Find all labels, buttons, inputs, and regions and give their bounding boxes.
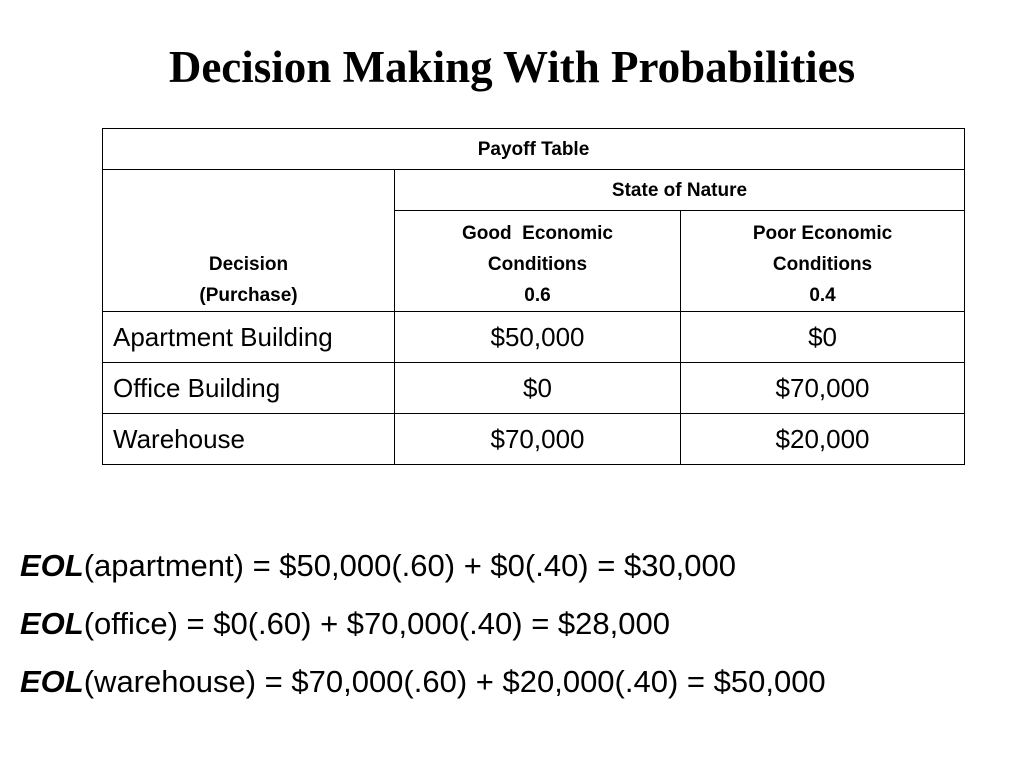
table-caption-row — [103, 129, 965, 170]
eol-line-office — [20, 595, 826, 653]
eol-formula-warehouse: (warehouse) = $70,000(.60) + $20,000(.40) = $50,000 — [83, 664, 826, 699]
state-of-nature-header: State of Nature — [394, 170, 964, 211]
table-row — [103, 363, 965, 414]
eol-line-warehouse — [20, 653, 826, 711]
poor-conditions-line-1: Poor Economic — [752, 223, 893, 244]
good-conditions-line-2: Conditions — [487, 254, 588, 275]
poor-conditions-line-2: Conditions — [772, 254, 873, 275]
row-label-warehouse: Warehouse — [103, 414, 395, 465]
eol-term: EOL — [20, 548, 84, 583]
good-conditions-line-1: Good Economic — [462, 223, 613, 244]
eol-calculations — [20, 537, 826, 711]
warehouse-poor-payoff: $20,000 — [681, 414, 965, 465]
decision-header-line-1: Decision — [208, 254, 289, 275]
table-row — [103, 312, 965, 363]
office-good-payoff: $0 — [394, 363, 680, 414]
good-probability: 0.6 — [524, 285, 551, 306]
eol-formula-apartment: (apartment) = $50,000(.60) + $0(.40) = $30,000 — [83, 548, 737, 583]
good-conditions-header — [394, 211, 680, 312]
payoff-table — [102, 128, 965, 465]
apartment-poor-payoff: $0 — [681, 312, 965, 363]
eol-term: EOL — [20, 664, 84, 699]
eol-term: EOL — [20, 606, 84, 641]
decision-header — [103, 170, 395, 312]
eol-formula-office: (office) = $0(.60) + $70,000(.40) = $28,000 — [83, 606, 670, 641]
decision-header-line-2: (Purchase) — [199, 285, 298, 306]
poor-probability: 0.4 — [809, 285, 836, 306]
table-caption: Payoff Table — [103, 129, 965, 170]
row-label-office: Office Building — [103, 363, 395, 414]
slide-title: Decision Making With Probabilities — [168, 42, 856, 92]
poor-conditions-header — [681, 211, 965, 312]
eol-line-apartment — [20, 537, 826, 595]
row-label-apartment: Apartment Building — [103, 312, 395, 363]
warehouse-good-payoff: $70,000 — [394, 414, 680, 465]
office-poor-payoff: $70,000 — [681, 363, 965, 414]
state-header-row — [103, 170, 965, 211]
apartment-good-payoff: $50,000 — [394, 312, 680, 363]
table-row — [103, 414, 965, 465]
